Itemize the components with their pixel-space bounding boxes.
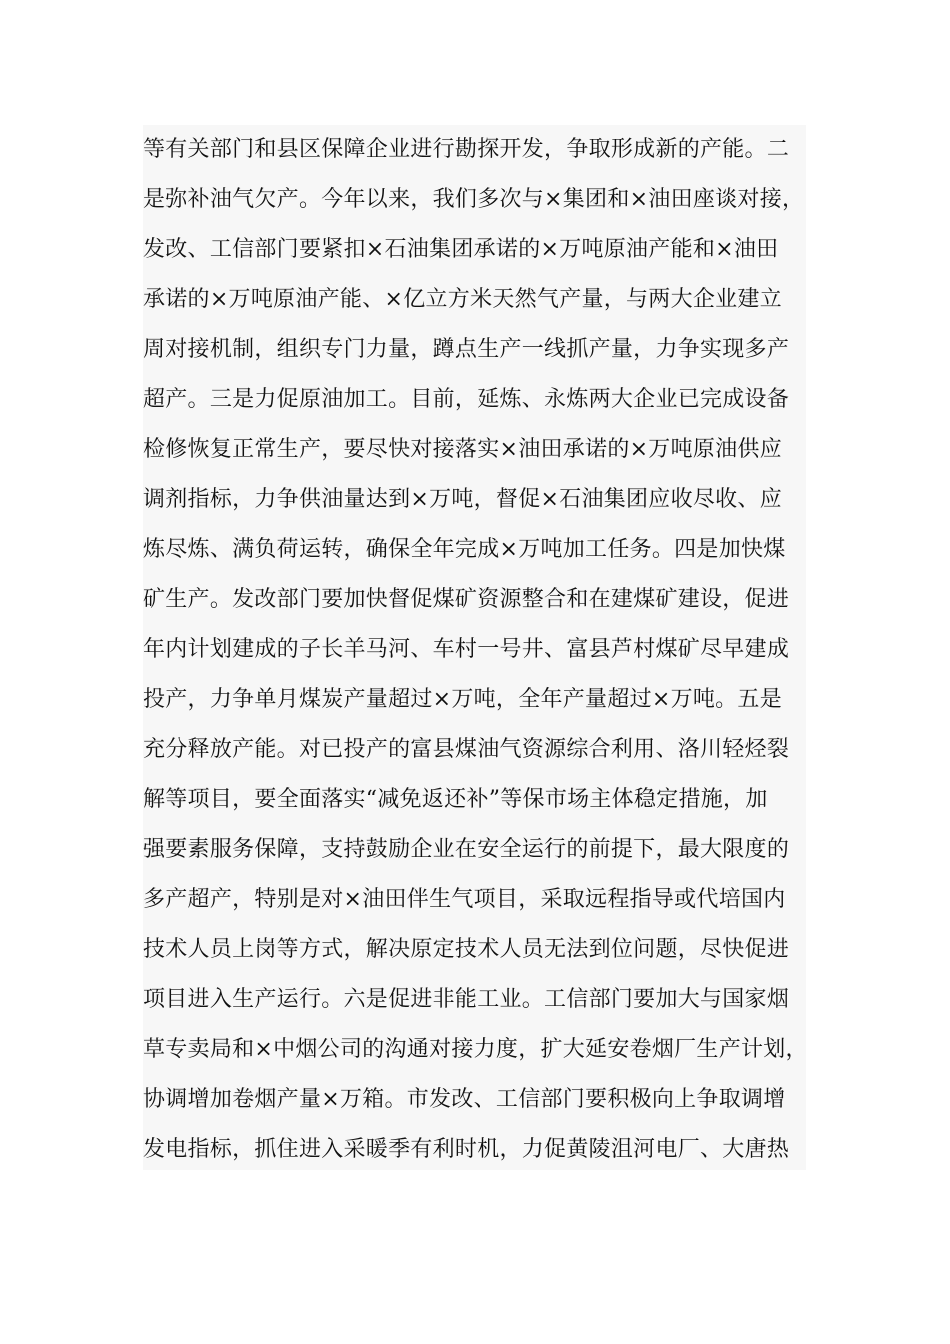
body-text	[143, 125, 806, 1170]
text-line: 技术人员上岗等方式，解决原定技术人员无法到位问题，尽快促进	[143, 937, 790, 962]
text-line: 草专卖局和×中烟公司的沟通对接力度，扩大延安卷烟厂生产计划，	[143, 1037, 808, 1062]
text-line: 承诺的×万吨原油产能、×亿立方米天然气产量，与两大企业建立	[143, 287, 782, 312]
text-line: 周对接机制，组织专门力量，蹲点生产一线抓产量，力争实现多产	[143, 337, 790, 362]
text-line: 解等项目，要全面落实“减免返还补”等保市场主体稳定措施，加	[143, 787, 768, 812]
text-line: 协调增加卷烟产量×万箱。市发改、工信部门要积极向上争取调增	[143, 1087, 786, 1112]
text-line: 检修恢复正常生产，要尽快对接落实×油田承诺的×万吨原油供应	[143, 437, 782, 462]
text-line: 是弥补油气欠产。今年以来，我们多次与×集团和×油田座谈对接，	[143, 187, 805, 212]
text-line: 矿生产。发改部门要加快督促煤矿资源整合和在建煤矿建设，促进	[143, 587, 790, 612]
text-line: 发电指标，抓住进入采暖季有利时机，力促黄陵沮河电厂、大唐热	[143, 1137, 790, 1162]
text-line: 炼尽炼、满负荷运转，确保全年完成×万吨加工任务。四是加快煤	[143, 537, 786, 562]
text-line: 发改、工信部门要紧扣×石油集团承诺的×万吨原油产能和×油田	[143, 237, 779, 262]
text-line: 充分释放产能。对已投产的富县煤油气资源综合利用、洛川轻烃裂	[143, 737, 790, 762]
text-line: 年内计划建成的子长羊马河、车村一号井、富县芦村煤矿尽早建成	[143, 637, 790, 662]
text-line: 项目进入生产运行。六是促进非能工业。工信部门要加大与国家烟	[143, 987, 790, 1012]
text-line: 超产。三是力促原油加工。目前，延炼、永炼两大企业已完成设备	[143, 387, 790, 412]
text-line: 调剂指标，力争供油量达到×万吨，督促×石油集团应收尽收、应	[143, 487, 782, 512]
text-line: 投产，力争单月煤炭产量超过×万吨，全年产量超过×万吨。五是	[143, 687, 782, 712]
text-line: 多产超产，特别是对×油田伴生气项目，采取远程指导或代培国内	[143, 887, 786, 912]
text-line: 等有关部门和县区保障企业进行勘探开发，争取形成新的产能。二	[143, 137, 790, 162]
text-line: 强要素服务保障，支持鼓励企业在安全运行的前提下，最大限度的	[143, 837, 790, 862]
